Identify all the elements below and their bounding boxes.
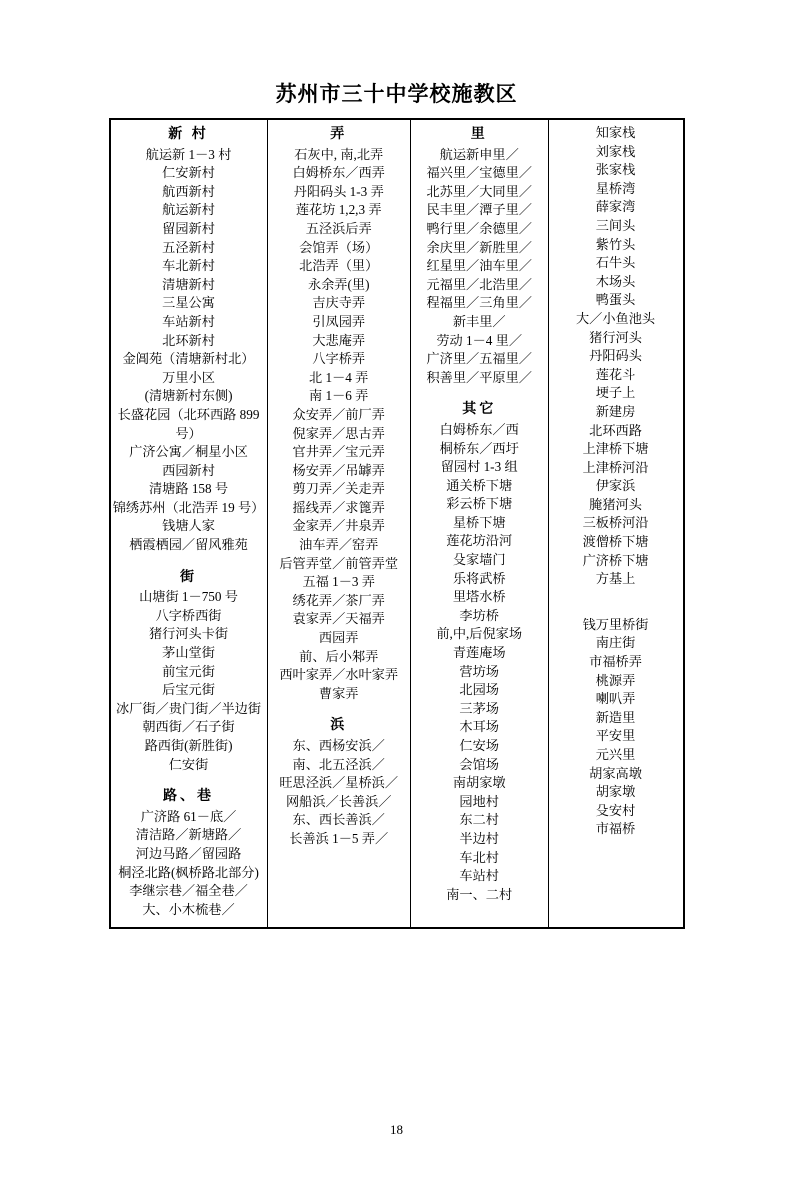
school-district-table	[109, 118, 685, 929]
list-item: 杨安弄／吊罅弄	[292, 462, 385, 478]
list-item: 三板桥河沿	[582, 515, 649, 531]
list-item: 后管弄堂／前管弄堂	[279, 555, 399, 571]
list-item: 白姆桥东／西	[439, 421, 519, 437]
list-item: 新丰里／	[452, 313, 506, 329]
list-item: 长善浜 1－5 弄／	[289, 830, 389, 846]
list-item: 北 1－4 弄	[309, 369, 369, 385]
list-item: 北苏里／大同里／	[426, 183, 532, 199]
list-item: 钱塘人家	[162, 518, 215, 534]
list-item: 东、西杨安浜／	[292, 738, 385, 753]
list-item: 冰厂街／贵门街／半边街	[116, 700, 262, 716]
list-item: 南 1－6 弄	[309, 388, 369, 404]
section-header-nong: 弄	[330, 127, 348, 142]
list-item: 李继宗巷／福全巷／	[129, 883, 248, 899]
list-item: 仁安街	[168, 756, 209, 772]
list-item: 红星里／油车里／	[426, 258, 532, 274]
column-zhan	[551, 124, 681, 839]
list-item: 埂子上	[595, 385, 636, 401]
list-item: 渡僧桥下塘	[582, 534, 649, 550]
list-item: 西园新村	[162, 462, 215, 478]
list-item: 彩云桥下塘	[446, 496, 513, 512]
list-item: 引凤园弄	[312, 313, 366, 329]
list-item: 路西街(新胜街)	[144, 738, 233, 753]
list-item: 南庄街	[595, 635, 636, 651]
list-item: 殳安村	[595, 802, 636, 818]
list-item: 锦绣苏州（北浩弄 19 号）	[112, 499, 265, 515]
list-item: 星桥下塘	[452, 514, 506, 530]
table-cell-xincun	[110, 119, 268, 928]
list-item: 车站新村	[162, 313, 215, 329]
list-item: 山塘街 1－750 号	[139, 589, 238, 605]
list-item: 八字桥弄	[312, 351, 366, 367]
list-item: 会馆场	[459, 756, 499, 772]
list-item: 大悲庵弄	[312, 332, 366, 348]
list-item: 腌猪河头	[589, 496, 642, 512]
list-item: 胡家高墩	[589, 765, 642, 781]
list-item: 民丰里／潭子里／	[426, 202, 532, 218]
list-item: 北园场	[459, 682, 499, 698]
list-item: 众安弄／前厂弄	[292, 406, 385, 422]
list-item: 广济桥下塘	[582, 552, 649, 568]
list-item: 金阊苑（清塘新村北）	[122, 351, 255, 367]
column-li	[413, 126, 546, 904]
list-item: 营坊场	[459, 663, 499, 679]
list-item: 北浩弄（里）	[299, 258, 379, 274]
list-item: 摇线弄／求篦弄	[292, 499, 385, 515]
list-item: 北环新村	[162, 332, 215, 348]
section-header-bang: 浜	[330, 718, 348, 734]
list-item: 殳家墙门	[452, 552, 506, 568]
list-item: 上津桥河沿	[582, 459, 649, 475]
list-item: 三间头	[595, 217, 636, 233]
list-item: 广济公寓／桐星小区	[129, 444, 248, 460]
list-item: 曹家弄	[318, 685, 359, 701]
list-item: 后宝元街	[162, 682, 215, 698]
list-item: 河边马路／留园路	[135, 845, 242, 861]
list-item: 五泾新村	[162, 239, 215, 255]
list-item: 青莲庵场	[452, 645, 506, 661]
list-item: 新建房	[595, 403, 636, 419]
list-item: 官井弄／宝元弄	[292, 444, 385, 460]
list-item: 车北村	[459, 849, 499, 865]
list-item: 金家弄／井泉弄	[292, 518, 385, 534]
section-header-xincun: 新 村	[168, 127, 209, 142]
table-cell-zhan	[548, 119, 683, 928]
list-item: 桐桥东／西圩	[439, 440, 519, 456]
list-item: 袁家弄／天福弄	[292, 611, 385, 627]
list-item: 仁安新村	[162, 165, 215, 181]
list-item: 通关桥下塘	[446, 477, 513, 493]
list-item: 张家栈	[595, 162, 636, 178]
list-item: 油车弄／窑弄	[299, 537, 379, 553]
list-item: 航运新申里／	[439, 146, 519, 162]
list-item: 永余弄(里)	[307, 276, 370, 292]
list-item: 元福里／北浩里／	[426, 276, 532, 292]
list-item: 南胡家墩	[452, 775, 506, 791]
list-item: 方基上	[595, 571, 636, 587]
list-item: 上津桥下塘	[582, 441, 649, 457]
list-item: (清塘新村东侧)	[144, 388, 233, 404]
list-item: 三星公寓	[162, 295, 215, 311]
list-item: 吉庆寺弄	[312, 295, 366, 311]
list-item: 三茅场	[459, 700, 499, 716]
list-item: 茅山堂街	[162, 645, 215, 661]
list-item: 半边村	[459, 830, 499, 846]
list-item: 万里小区	[162, 369, 215, 385]
section-header-qita: 其它	[462, 402, 497, 418]
list-item: 平安里	[595, 728, 636, 744]
table-row	[110, 119, 684, 928]
list-item: 鸭蛋头	[595, 292, 636, 308]
list-item: 石灰中, 南,北弄	[294, 146, 384, 162]
list-item: 五福 1－3 弄	[302, 574, 375, 590]
list-item: 车北新村	[162, 258, 215, 274]
list-item: 新造里	[595, 709, 636, 725]
list-item: 栖霞栖园／留风雅苑	[129, 537, 248, 553]
list-item: 车站村	[459, 868, 499, 884]
column-spacer-small	[551, 607, 681, 616]
list-item: 莲花坊 1,2,3 弄	[295, 202, 382, 218]
list-item: 大／小鱼池头	[575, 310, 656, 326]
list-item: 广济路 61－底／	[140, 808, 237, 824]
list-item: 劳动 1－4 里／	[436, 332, 523, 348]
page-title: 苏州市三十中学校施教区	[275, 81, 518, 106]
list-item: 乐将武桥	[452, 570, 506, 586]
list-item: 清洁路／新塘路／	[135, 827, 242, 843]
list-item: 广济里／五福里／	[426, 351, 532, 367]
list-item: 留园村 1-3 组	[440, 459, 518, 475]
list-item: 丹阳码头 1-3 弄	[293, 183, 384, 199]
column-nong	[270, 126, 408, 849]
list-item: 木耳场	[459, 719, 499, 735]
list-item: 程福里／三角里／	[426, 295, 532, 311]
list-item: 前,中,后倪家场	[436, 626, 523, 642]
list-item: 园地村	[459, 793, 499, 809]
section-header-lu-xiang: 路、巷	[163, 789, 215, 805]
list-item: 喇叭弄	[595, 691, 636, 707]
list-item: 莲花斗	[595, 366, 636, 382]
list-item: 南一、二村	[446, 886, 513, 902]
list-item: 白姆桥东／西弄	[292, 165, 385, 181]
list-item: 刘家栈	[595, 143, 636, 159]
list-item: 航运新 1－3 村	[145, 146, 232, 162]
list-item: 南、北五泾浜／	[292, 756, 385, 772]
list-item: 会馆弄（场）	[299, 239, 379, 255]
list-item: 西园弄	[318, 630, 359, 646]
page-number: 18	[390, 1122, 403, 1137]
list-item: 旺思泾浜／星桥浜／	[279, 775, 399, 791]
list-item: 胡家墩	[595, 784, 636, 800]
list-item: 李坊桥	[459, 607, 499, 623]
list-item: 钱万里桥街	[582, 616, 649, 632]
list-item: 留园新村	[162, 220, 215, 236]
list-item: 八字桥西街	[155, 607, 222, 623]
list-item: 网船浜／长善浜／	[285, 793, 392, 809]
list-item: 清塘新村	[162, 276, 215, 292]
list-item: 鸭行里／余德里／	[426, 220, 532, 236]
list-item: 长盛花园（北环西路 899 号）	[117, 406, 260, 441]
list-item: 东、西长善浜／	[292, 812, 385, 828]
list-item: 五泾浜后弄	[305, 220, 372, 236]
document-page	[0, 78, 793, 1200]
section-header-jie: 街	[180, 569, 198, 585]
list-item: 元兴里	[595, 747, 636, 762]
list-item: 莲花坊沿河	[446, 533, 513, 549]
list-item: 绣花弄／茶厂弄	[292, 592, 385, 608]
list-item: 北环西路	[589, 422, 642, 438]
list-item: 剪刀弄／关走弄	[292, 481, 385, 497]
list-item: 航运新村	[162, 202, 215, 218]
list-item: 木场头	[595, 273, 636, 289]
section-header-li: 里	[470, 127, 488, 142]
list-item: 朝西街／石子街	[142, 719, 235, 735]
list-item: 星桥湾	[595, 180, 636, 196]
list-item: 航西新村	[162, 183, 215, 199]
list-item: 石牛头	[595, 255, 636, 271]
list-item: 猪行河头	[589, 329, 642, 345]
list-item: 伊家浜	[595, 478, 636, 494]
list-item: 福兴里／宝德里／	[426, 165, 532, 181]
list-item: 前宝元街	[162, 663, 215, 679]
list-item: 知家栈	[595, 125, 636, 140]
list-item: 清塘路 158 号	[148, 481, 229, 497]
list-item: 西叶家弄／水叶家弄	[279, 667, 399, 683]
list-item: 余庆里／新胜里／	[426, 239, 532, 255]
list-item: 薛家湾	[595, 199, 636, 215]
list-item: 猪行河头卡街	[148, 626, 229, 642]
list-item: 桃源弄	[595, 672, 636, 688]
list-item: 桐泾北路(枫桥路北部分)	[118, 864, 259, 880]
list-item: 市福桥	[595, 821, 636, 837]
column-spacer	[551, 589, 681, 607]
table-cell-nong	[267, 119, 410, 928]
school-district-table-wrap	[109, 118, 685, 929]
list-item: 市福桥弄	[589, 654, 642, 670]
column-xincun	[113, 126, 265, 919]
list-item: 前、后小邾弄	[299, 648, 379, 664]
list-item: 大、小木梳巷／	[142, 901, 235, 917]
list-item: 东二村	[459, 812, 499, 828]
list-item: 里塔水桥	[452, 589, 506, 605]
list-item: 丹阳码头	[589, 348, 642, 364]
list-item: 仁安场	[459, 738, 499, 753]
table-cell-li	[410, 119, 548, 928]
list-item: 紫竹头	[595, 236, 636, 252]
list-item: 积善里／平原里／	[426, 369, 532, 385]
list-item: 倪家弄／思古弄	[292, 425, 385, 441]
